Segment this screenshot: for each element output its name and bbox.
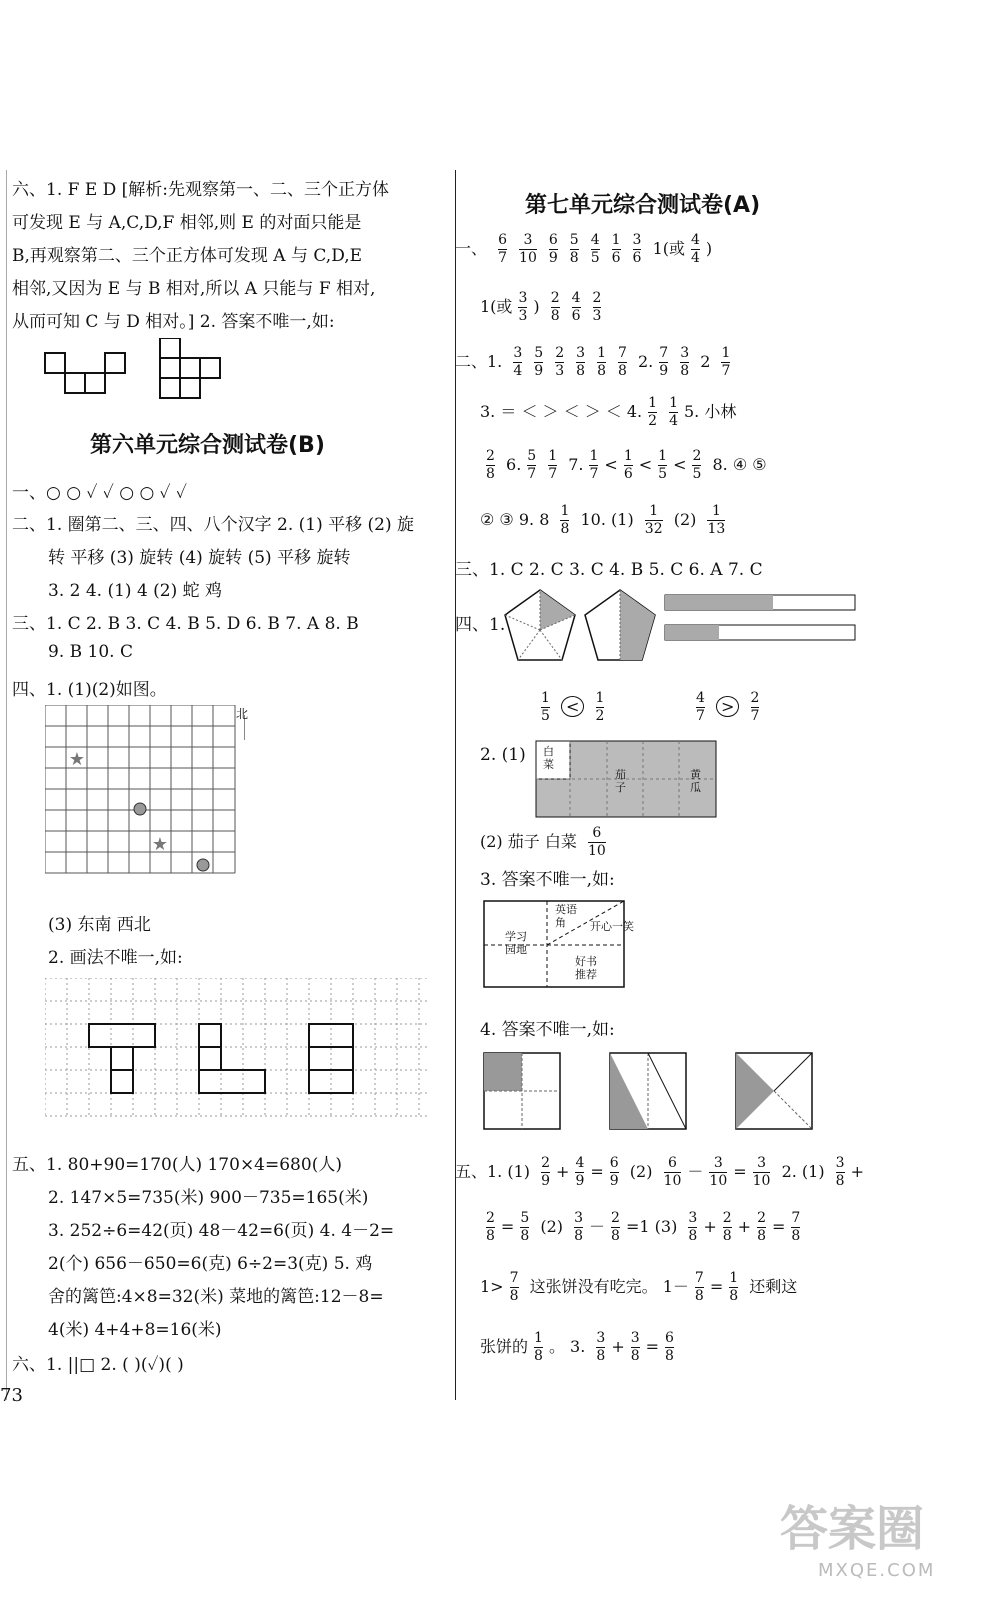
fraction: $\frac{2}{5}$ [692,448,702,482]
b-section-4-line1: 四、1. (1)(2)如图。 [12,680,167,700]
b-section-5-line3: 3. 252÷6=42(页) 48－42=6(页) 4. 4－2= [48,1221,395,1241]
svg-text:★: ★ [151,834,169,855]
a-section-4-4-label: 4. 答案不唯一,如: [480,1020,615,1040]
fraction: $\frac{1}{4}$ [669,395,678,429]
b-section-2-line2: 转 平移 (3) 旋转 (4) 旋转 (5) 平移 旋转 [48,548,351,568]
board-books: 好书推荐 [575,955,597,981]
veg-label-eggplant: 茄子 [615,768,626,794]
fraction: $\frac{5}{8}$ [569,232,579,266]
fraction: $\frac{7}{8}$ [617,345,627,379]
fraction: $\frac{1}{6}$ [623,448,633,482]
page-number: 73 [0,1385,23,1406]
b-section-2-line3: 3. 2 4. (1) 4 (2) 蛇 鸡 [48,581,223,601]
fraction: $\frac{2}{3}$ [555,345,565,379]
fraction: $\frac{1}{5}$ [658,448,668,482]
b-section-4-line4: 2. 画法不唯一,如: [48,948,183,968]
board-study: 学习园地 [505,930,527,956]
fraction: $\frac{6}{7}$ [498,232,508,266]
b-section-3-line1: 三、1. C 2. B 3. C 4. B 5. D 6. B 7. A 8. B [12,614,359,634]
b-section-5-line4: 2(个) 656－650=6(克) 6÷2=3(克) 5. 鸡 [48,1254,373,1274]
b-section-5-line5: 舍的篱笆:4×8=32(米) 菜地的篱笆:12－8= [48,1287,384,1307]
b-section-5-line1: 五、1. 80+90=170(人) 170×4=680(人) [12,1155,342,1175]
compare-2: $\frac{4}{7}$ > $\frac{2}{7}$ [696,690,760,724]
cube-net-figures [40,338,240,413]
a-section-4-label: 四、1. [455,615,506,635]
b-section-6: 六、1. ||□ 2. ( )(✓)( ) [12,1355,184,1375]
board-fun: 开心一笑 [590,920,634,933]
fraction: $\frac{4}{5}$ [590,232,600,266]
a-section-2-line1: 二、1. $\frac{3}{4}$ $\frac{5}{9}$ $\frac{2}{3}$ $\frac{3}{8}$ $\frac{1}{8}$ $\frac{7}{8}$ 2. $\frac{7}{9}$ $\frac{3}{8}$ 2 $\frac{1}{7}$ [455,345,731,379]
square-division-figures [483,1052,813,1132]
b-section-2-line1: 二、1. 圈第二、三、四、八个汉字 2. (1) 平移 (2) 旋 [12,515,415,535]
fraction: $\frac{2}{3}$ [592,290,602,324]
sec6-line3: B,再观察第二、三个正方体可发现 A 与 C,D,E [12,246,363,266]
fraction: $\frac{7}{9}$ [659,345,669,379]
compare-1: $\frac{1}{5}$ < $\frac{1}{2}$ [541,690,605,724]
b-section-1: 一、○ ○ ✓ ✓ ○ ○ ✓ ✓ [12,483,188,503]
a-section-2-line3: $\frac{2}{8}$ 6. $\frac{5}{7}$ $\frac{1}{7}$ 7. $\frac{1}{7}$ < $\frac{1}{6}$ < $\frac{1}{5}$ < $\frac{2}{5}$ 8. ④ ⑤ [486,448,767,482]
watermark-logo: 答案圈 [780,1501,925,1557]
fraction: $\frac{2}{8}$ [550,290,560,324]
title-unit7-a: 第七单元综合测试卷(A) [525,193,761,218]
a-section-5-line1: 五、1. (1) $\frac{2}{9}$ + $\frac{4}{9}$ = $\frac{6}{9}$ (2) $\frac{6}{10}$ － $\frac{3}{10}$ = $\frac{3}{10}$ 2. (1) $\frac{3}{8}$ + [455,1155,864,1189]
fraction: $\frac{1}{6}$ [611,232,621,266]
watermark-url: MXQE.COM [818,1560,936,1581]
a-section-4-2-answer: (2) 茄子 白菜 $\frac{6}{10}$ [480,825,606,859]
b-section-3-line2: 9. B 10. C [48,642,133,662]
a-section-4-2-label: 2. (1) [480,745,526,765]
veg-label-cucumber: 黄瓜 [690,768,701,794]
fraction: $\frac{3}{4}$ [513,345,523,379]
a-section-4-3-label: 3. 答案不唯一,如: [480,870,615,890]
sec6-line4: 相邻,又因为 E 与 B 相对,所以 A 只能与 F 相对, [12,279,376,299]
fraction: $\frac{1}{7}$ [589,448,599,482]
left-margin-line [6,170,7,1400]
svg-text:★: ★ [68,749,86,770]
sec6-line2: 可发现 E 与 A,C,D,F 相邻,则 E 的对面只能是 [12,213,362,233]
veg-label-cabbage: 白菜 [543,745,554,771]
dotted-grid-figure [45,978,435,1118]
fraction: $\frac{3}{8}$ [680,345,690,379]
fraction: $\frac{6}{9}$ [548,232,558,266]
grid-map-figure [45,705,245,875]
a-section-5-line3: 1> $\frac{7}{8}$ 这张饼没有吃完。 1－ $\frac{7}{8}$ = $\frac{1}{8}$ 还剩这 [480,1270,798,1304]
pentagon-and-bar-figures [500,585,870,675]
a-section-5-line2: $\frac{2}{8}$ = $\frac{5}{8}$ (2) $\frac{3}{8}$ － $\frac{2}{8}$ =1 (3) $\frac{3}{8}$ + $\frac{2}{8}$ + $\frac{2}{8}$ = $\frac{7}{8}$ [486,1210,801,1244]
b-section-5-line2: 2. 147×5=735(米) 900－735=165(米) [48,1188,369,1208]
fraction: $\frac{1}{8}$ [597,345,606,379]
a-section-1-line1: 一、 $\frac{6}{7}$ $\frac{3}{10}$ $\frac{6}{9}$ $\frac{5}{8}$ $\frac{4}{5}$ $\frac{1}{6}$ $\frac{3}{6}$ 1(或 $\frac{4}{4}$ ) [455,232,713,266]
b-section-5-line6: 4(米) 4+4+8=16(米) [48,1320,222,1340]
fraction: $\frac{4}{6}$ [571,290,581,324]
a-section-1-line2: 1(或 $\frac{3}{3}$ ) $\frac{2}{8}$ $\frac{4}{6}$ $\frac{2}{3}$ [480,290,602,324]
fraction: $\frac{1}{2}$ [648,395,658,429]
fraction: $\frac{3}{8}$ [576,345,586,379]
b-section-4-line3: (3) 东南 西北 [48,915,151,935]
fraction: $\frac{3}{6}$ [632,232,642,266]
a-section-3: 三、1. C 2. C 3. C 4. B 5. C 6. A 7. C [455,560,763,580]
sec6-line1: 六、1. F E D [解析:先观察第一、二、三个正方体 [12,180,390,200]
a-section-2-line2: 3. ＝ ＜ ＞ ＜ ＞ ＜ 4. $\frac{1}{2}$ $\frac{1}{4}$ 5. 小林 [480,395,737,429]
fraction: $\frac{3}{10}$ [519,232,537,266]
north-label: 北 [236,707,249,721]
a-section-2-line4: ② ③ 9. 8 $\frac{1}{8}$ 10. (1) $\frac{1}{32}$ (2) $\frac{1}{13}$ [480,503,726,537]
fraction: $\frac{5}{9}$ [534,345,544,379]
title-unit6-b: 第六单元综合测试卷(B) [90,433,325,458]
a-section-5-line4: 张饼的 $\frac{1}{8}$ 。 3. $\frac{3}{8}$ + $\frac{3}{8}$ = $\frac{6}{8}$ [480,1330,674,1364]
fraction: $\frac{5}{7}$ [527,448,537,482]
fraction: $\frac{1}{7}$ [548,448,558,482]
board-english: 英语角 [555,903,577,929]
sec6-line5: 从而可知 C 与 D 相对。] 2. 答案不唯一,如: [12,312,335,332]
